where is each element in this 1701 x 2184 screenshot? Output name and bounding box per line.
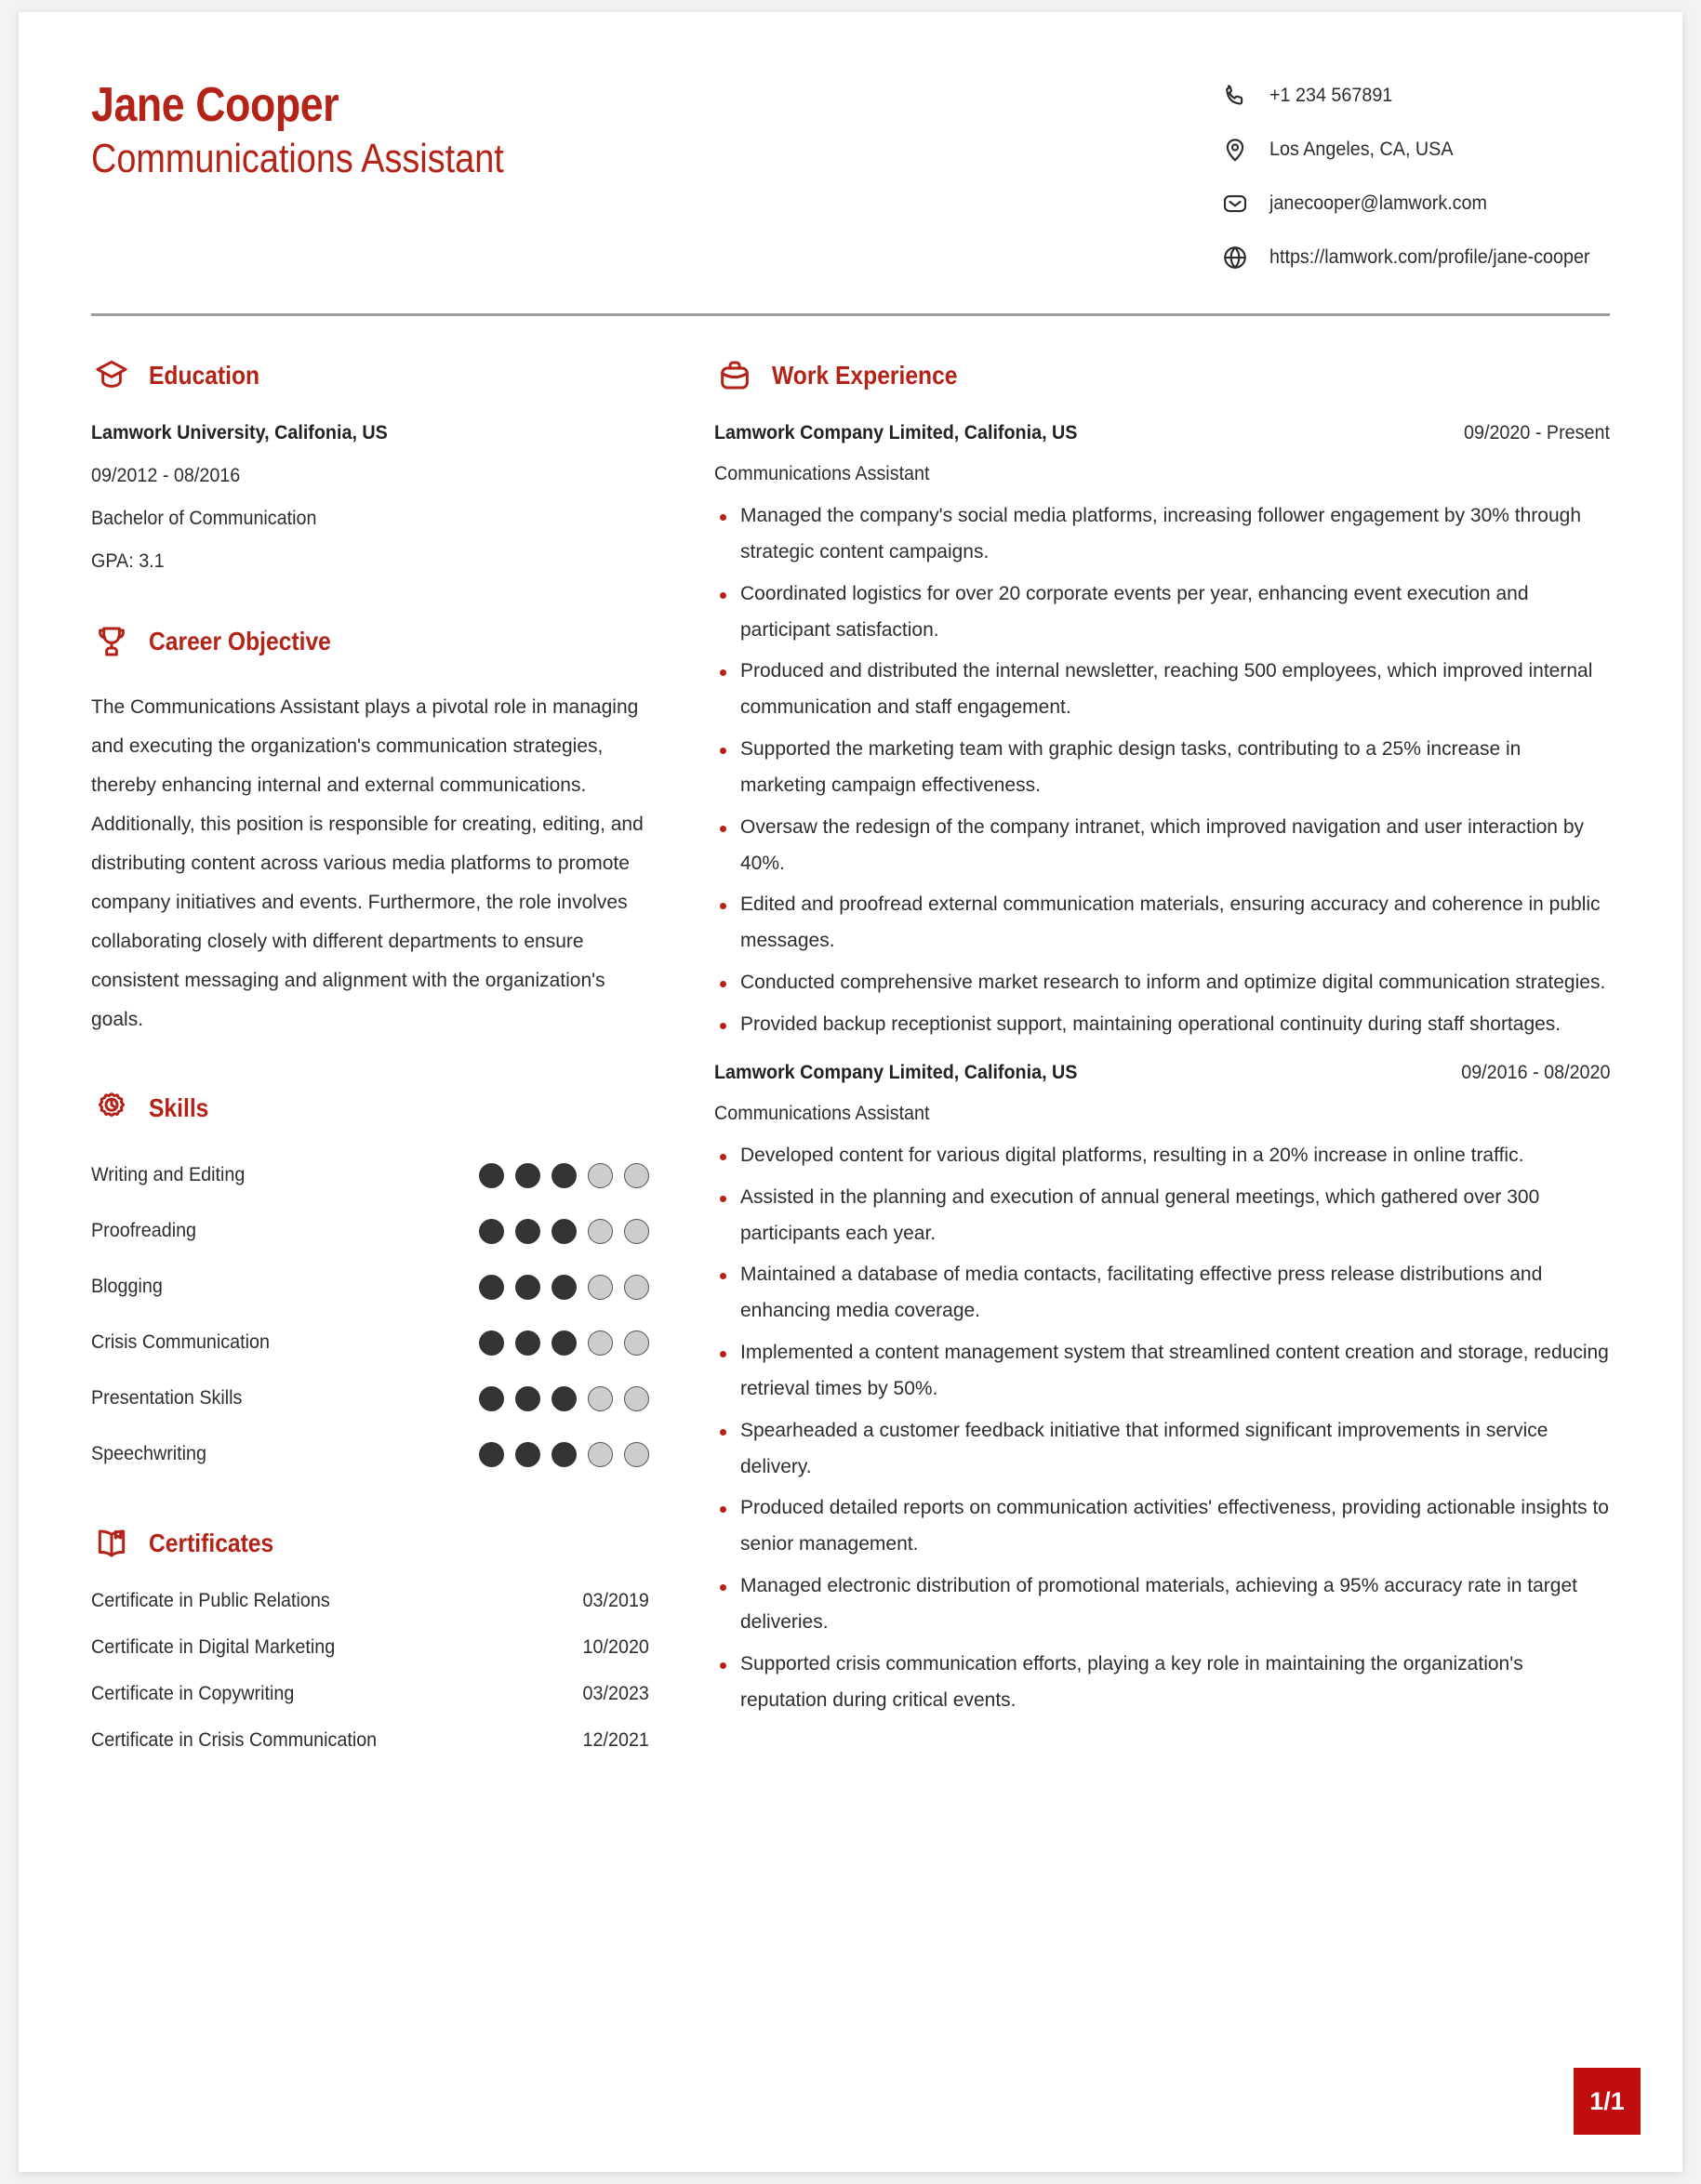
skill-rating [479, 1330, 649, 1356]
education-section [91, 355, 649, 573]
skill-dot [624, 1275, 649, 1300]
skill-dot [479, 1386, 504, 1411]
skill-row [91, 1155, 649, 1196]
job-bullet: Coordinated logistics for over 20 corporate events per year, enhancing event execution and participant satisfaction. [714, 576, 1610, 649]
website-icon [1219, 242, 1251, 273]
job-bullet: Edited and proofread external communication materials, ensuring accuracy and coherence in public messages. [714, 887, 1610, 960]
contact-phone-text: +1 234 567891 [1269, 85, 1392, 106]
job-bullet: Spearheaded a customer feedback initiative that informed significant improvements in service delivery. [714, 1413, 1610, 1486]
career-objective-text: The Communications Assistant plays a pivotal role in managing and executing the organization's communication strategies, thereby enhancing internal and external communications. Additionally, this position is responsible for creating, editing, and distributing content across various media platforms to promote company initiatives and events. Furthermore, the role involves collaborating closely with different departments to ensure consistent messaging and alignment with the organization's goals. [91, 696, 644, 1030]
education-degree: Bachelor of Communication [91, 508, 317, 529]
contact-email-text: janecooper@lamwork.com [1269, 192, 1487, 214]
header-divider [91, 313, 1610, 316]
certificate-date: 03/2019 [582, 1590, 649, 1611]
certificate-row [91, 1683, 649, 1705]
certificate-name: Certificate in Digital Marketing [91, 1636, 336, 1658]
certificate-date: 03/2023 [582, 1683, 649, 1704]
skill-rating [479, 1386, 649, 1411]
candidate-job-title: Communications Assistant [91, 136, 504, 182]
contact-phone[interactable] [1219, 77, 1611, 114]
certificates-section [91, 1523, 649, 1752]
education-header [91, 355, 649, 396]
job-bullets [714, 498, 1610, 1043]
resume-body [91, 355, 1610, 1752]
open-book-icon [91, 1523, 132, 1564]
skill-rating [479, 1163, 649, 1188]
skill-dot [588, 1275, 613, 1300]
right-column [714, 355, 1610, 1752]
skills-header [91, 1088, 649, 1129]
skill-dot [551, 1163, 577, 1188]
skill-dot [624, 1442, 649, 1467]
resume-page [19, 12, 1682, 2172]
job-header [714, 422, 1610, 444]
contact-website-text: https://lamwork.com/profile/jane-cooper [1269, 246, 1590, 268]
skill-dot [624, 1386, 649, 1411]
job-bullet: Conducted comprehensive market research to inform and optimize digital communication strategies. [714, 965, 1610, 1001]
skill-dot [588, 1163, 613, 1188]
education-organization: Lamwork University, Califonia, US [91, 422, 388, 443]
job-role: Communications Assistant [714, 463, 930, 484]
career-objective-header [91, 621, 649, 662]
certificate-row [91, 1729, 649, 1752]
gear-clock-icon [91, 1088, 132, 1129]
skill-dot [624, 1330, 649, 1356]
skill-dot [515, 1386, 540, 1411]
job-bullet: Implemented a content management system that streamlined content creation and storage, reducing retrieval times by 50%. [714, 1335, 1610, 1408]
skill-dot [515, 1330, 540, 1356]
skill-dot [588, 1386, 613, 1411]
trophy-icon [91, 621, 132, 662]
job-entry [714, 422, 1610, 1043]
skill-dot [479, 1163, 504, 1188]
contact-location-text: Los Angeles, CA, USA [1269, 139, 1454, 160]
skill-name: Crisis Communication [91, 1331, 270, 1353]
location-icon [1219, 134, 1251, 165]
email-icon [1219, 188, 1251, 219]
job-dates: 09/2020 - Present [1464, 422, 1610, 443]
skills-title: Skills [149, 1093, 209, 1122]
skill-dot [551, 1442, 577, 1467]
skill-dot [624, 1163, 649, 1188]
skill-name: Presentation Skills [91, 1387, 243, 1409]
skill-rating [479, 1219, 649, 1244]
job-entry [714, 1062, 1610, 1719]
left-column [91, 355, 649, 1752]
career-objective-title: Career Objective [149, 627, 331, 655]
skill-name: Speechwriting [91, 1443, 206, 1464]
skill-dot [479, 1219, 504, 1244]
certificate-date: 10/2020 [582, 1636, 649, 1658]
skill-dot [479, 1442, 504, 1467]
skill-dot [515, 1219, 540, 1244]
job-role: Communications Assistant [714, 1102, 930, 1124]
job-bullet: Assisted in the planning and execution of annual general meetings, which gathered over 300 participants each year. [714, 1180, 1610, 1252]
job-bullet: Produced and distributed the internal newsletter, reaching 500 employees, which improved internal communication and staff engagement. [714, 654, 1610, 726]
contact-email[interactable] [1219, 185, 1611, 222]
skill-dot [588, 1219, 613, 1244]
phone-icon [1219, 80, 1251, 112]
skill-row [91, 1322, 649, 1363]
skills-section [91, 1088, 649, 1475]
page-indicator-badge: 1/1 [1574, 2068, 1641, 2135]
skill-dot [624, 1219, 649, 1244]
job-bullet: Supported crisis communication efforts, playing a key role in maintaining the organization's reputation during critical events. [714, 1647, 1610, 1719]
skill-dot [479, 1330, 504, 1356]
job-dates: 09/2016 - 08/2020 [1460, 1061, 1610, 1083]
skill-dot [551, 1386, 577, 1411]
skill-dot [551, 1330, 577, 1356]
skill-name: Blogging [91, 1276, 163, 1297]
contact-location[interactable] [1219, 131, 1611, 168]
contact-website[interactable] [1219, 239, 1611, 276]
certificate-name: Certificate in Public Relations [91, 1590, 330, 1611]
job-bullet: Maintained a database of media contacts, facilitating effective press release distributions and enhancing media coverage. [714, 1257, 1610, 1330]
candidate-name: Jane Cooper [91, 78, 339, 132]
certificate-row [91, 1636, 649, 1659]
skill-name: Writing and Editing [91, 1164, 246, 1185]
work-experience-header [714, 355, 1610, 396]
job-header [714, 1062, 1610, 1084]
skill-dot [588, 1442, 613, 1467]
column-gap [649, 355, 714, 1752]
career-objective-section [91, 621, 649, 1039]
skill-row [91, 1434, 649, 1475]
job-bullet: Provided backup receptionist support, maintaining operational continuity during staff shortages. [714, 1007, 1610, 1043]
skill-dot [515, 1442, 540, 1467]
identity-block [91, 68, 571, 183]
job-bullet: Produced detailed reports on communication activities' effectiveness, providing actionable insights to senior management. [714, 1490, 1610, 1563]
skill-row [91, 1378, 649, 1419]
job-organization: Lamwork Company Limited, Califonia, US [714, 1061, 1078, 1083]
certificates-header [91, 1523, 649, 1564]
skill-dot [551, 1219, 577, 1244]
job-bullet: Oversaw the redesign of the company intranet, which improved navigation and user interaction by 40%. [714, 810, 1610, 882]
skill-rating [479, 1275, 649, 1300]
job-bullets [714, 1138, 1610, 1719]
graduation-cap-icon [91, 355, 132, 396]
job-organization: Lamwork Company Limited, Califonia, US [714, 422, 1078, 443]
skill-row [91, 1266, 649, 1307]
education-dates: 09/2012 - 08/2016 [91, 465, 241, 486]
skill-row [91, 1211, 649, 1251]
certificate-date: 12/2021 [582, 1729, 649, 1751]
skill-dot [515, 1275, 540, 1300]
resume-header [91, 68, 1610, 276]
work-experience-section [714, 355, 1610, 1718]
certificate-name: Certificate in Copywriting [91, 1683, 295, 1704]
certificate-name: Certificate in Crisis Communication [91, 1729, 378, 1751]
education-title: Education [149, 361, 260, 390]
skill-dot [588, 1330, 613, 1356]
contact-list [1219, 68, 1611, 276]
skill-dot [479, 1275, 504, 1300]
skill-rating [479, 1442, 649, 1467]
skill-dot [551, 1275, 577, 1300]
job-bullet: Supported the marketing team with graphic design tasks, contributing to a 25% increase in marketing campaign effectiveness. [714, 732, 1610, 804]
work-experience-title: Work Experience [772, 361, 958, 390]
certificate-row [91, 1590, 649, 1612]
job-bullet: Managed electronic distribution of promotional materials, achieving a 95% accuracy rate in target deliveries. [714, 1569, 1610, 1641]
job-bullet: Developed content for various digital platforms, resulting in a 20% increase in online traffic. [714, 1138, 1610, 1174]
briefcase-icon [714, 355, 755, 396]
skill-name: Proofreading [91, 1220, 197, 1241]
job-bullet: Managed the company's social media platforms, increasing follower engagement by 30% through strategic content campaigns. [714, 498, 1610, 571]
certificates-title: Certificates [149, 1529, 274, 1557]
skill-dot [515, 1163, 540, 1188]
education-gpa: GPA: 3.1 [91, 550, 165, 572]
